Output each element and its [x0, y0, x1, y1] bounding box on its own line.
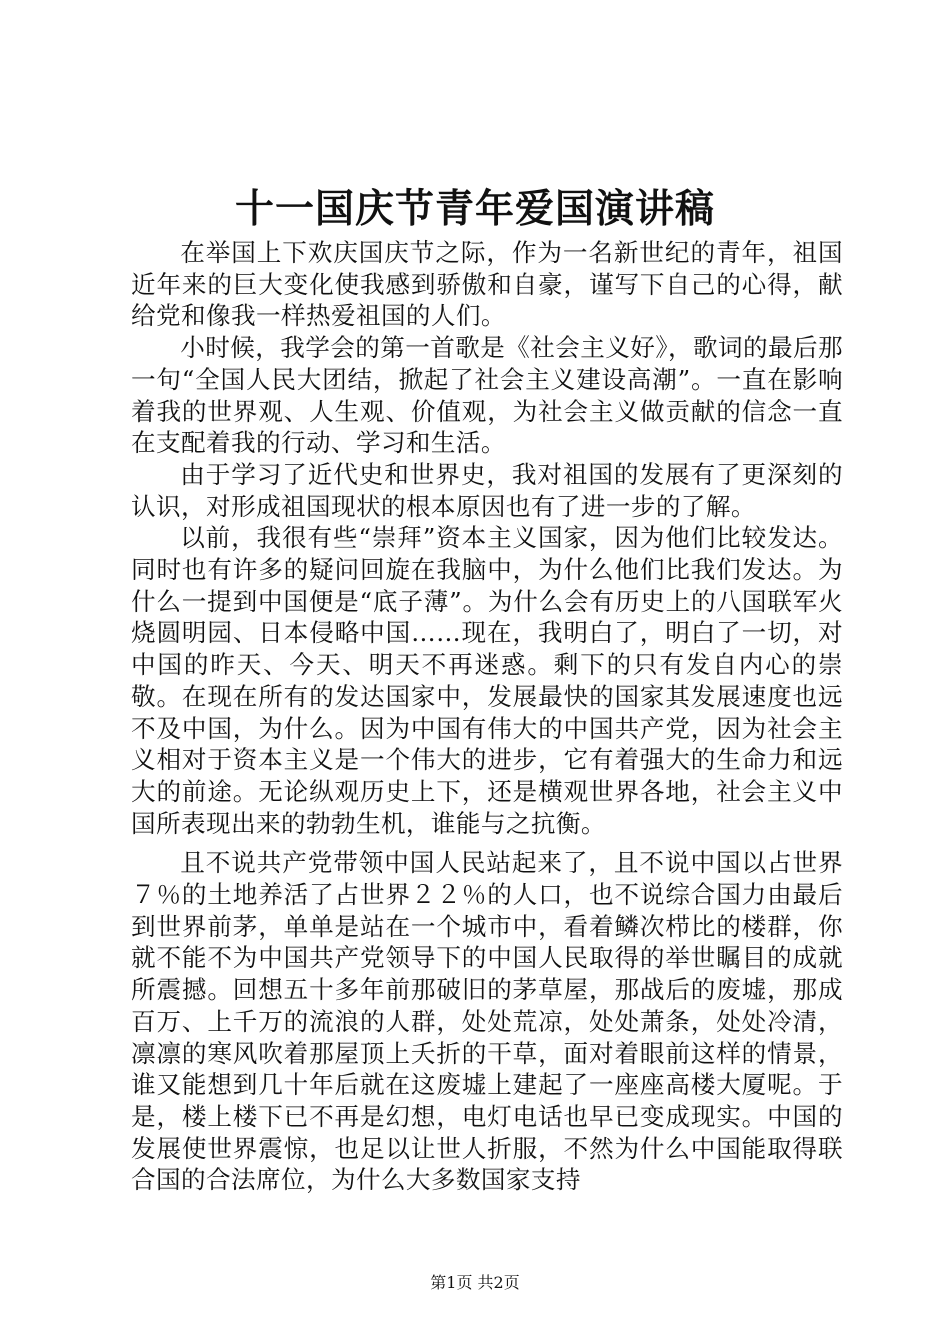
paragraph-intro: 在举国上下欢庆国庆节之际，作为一名新世纪的青年，祖国近年来的巨大变化使我感到骄傲和自豪，谨写下自己的心得，献给党和像我一样热爱祖国的人们。 [131, 238, 843, 331]
paragraph-childhood-song: 小时候，我学会的第一首歌是《社会主义好》，歌词的最后那一句“全国人民大团结，掀起了社会主义建设高潮”。一直在影响着我的世界观、人生观、价值观，为社会主义做贡献的信念一直在支配着我的行动、学习和生活。 [131, 333, 843, 458]
paragraph-national-achievements: 且不说共产党带领中国人民站起来了，且不说中国以占世界７％的土地养活了占世界２２％的人口，也不说综合国力由最后到世界前茅，单单是站在一个城市中，看着鳞次栉比的楼群，你就不能不为中国共产党领导下的中国人民取得的举世瞩目的成就所震撼。回想五十多年前那破旧的茅草屋，那战后的废墟，那成百万、上千万的流浪的人群，处处荒凉，处处萧条，处处冷清，凛凛的寒风吹着那屋顶上夭折的干草，面对着眼前这样的情景，谁又能想到几十年后就在这废墟上建起了一座座高楼大厦呢。于是，楼上楼下已不再是幻想，电灯电话也早已变成现实。中国的发展使世界震惊，也足以让世人折服，不然为什么中国能取得联合国的合法席位，为什么大多数国家支持 [131, 848, 843, 1195]
paragraph-past-questions: 以前，我很有些“崇拜”资本主义国家，因为他们比较发达。同时也有许多的疑问回旋在我脑中，为什么他们比我们发达。为什么一提到中国便是“底子薄”。为什么会有历史上的八国联军火烧圆明园、日本侵略中国……现在，我明白了，明白了一切，对中国的昨天、今天、明天不再迷惑。剩下的只有发自内心的崇敬。在现在所有的发达国家中，发展最快的国家其发展速度也远不及中国，为什么。因为中国有伟大的中国共产党，因为社会主义相对于资本主义是一个伟大的进步，它有着强大的生命力和远大的前途。无论纵观历史上下，还是横观世界各地，社会主义中国所表现出来的勃勃生机，谁能与之抗衡。 [131, 523, 843, 838]
document-title: 十一国庆节青年爱国演讲稿 [234, 186, 715, 232]
document-body [131, 237, 843, 1196]
page-number-footer: 第1页 共2页 [430, 1273, 520, 1292]
paragraph-history-study: 由于学习了近代史和世界史，我对祖国的发展有了更深刻的认识，对形成祖国现状的根本原因也有了进一步的了解。 [131, 459, 843, 521]
